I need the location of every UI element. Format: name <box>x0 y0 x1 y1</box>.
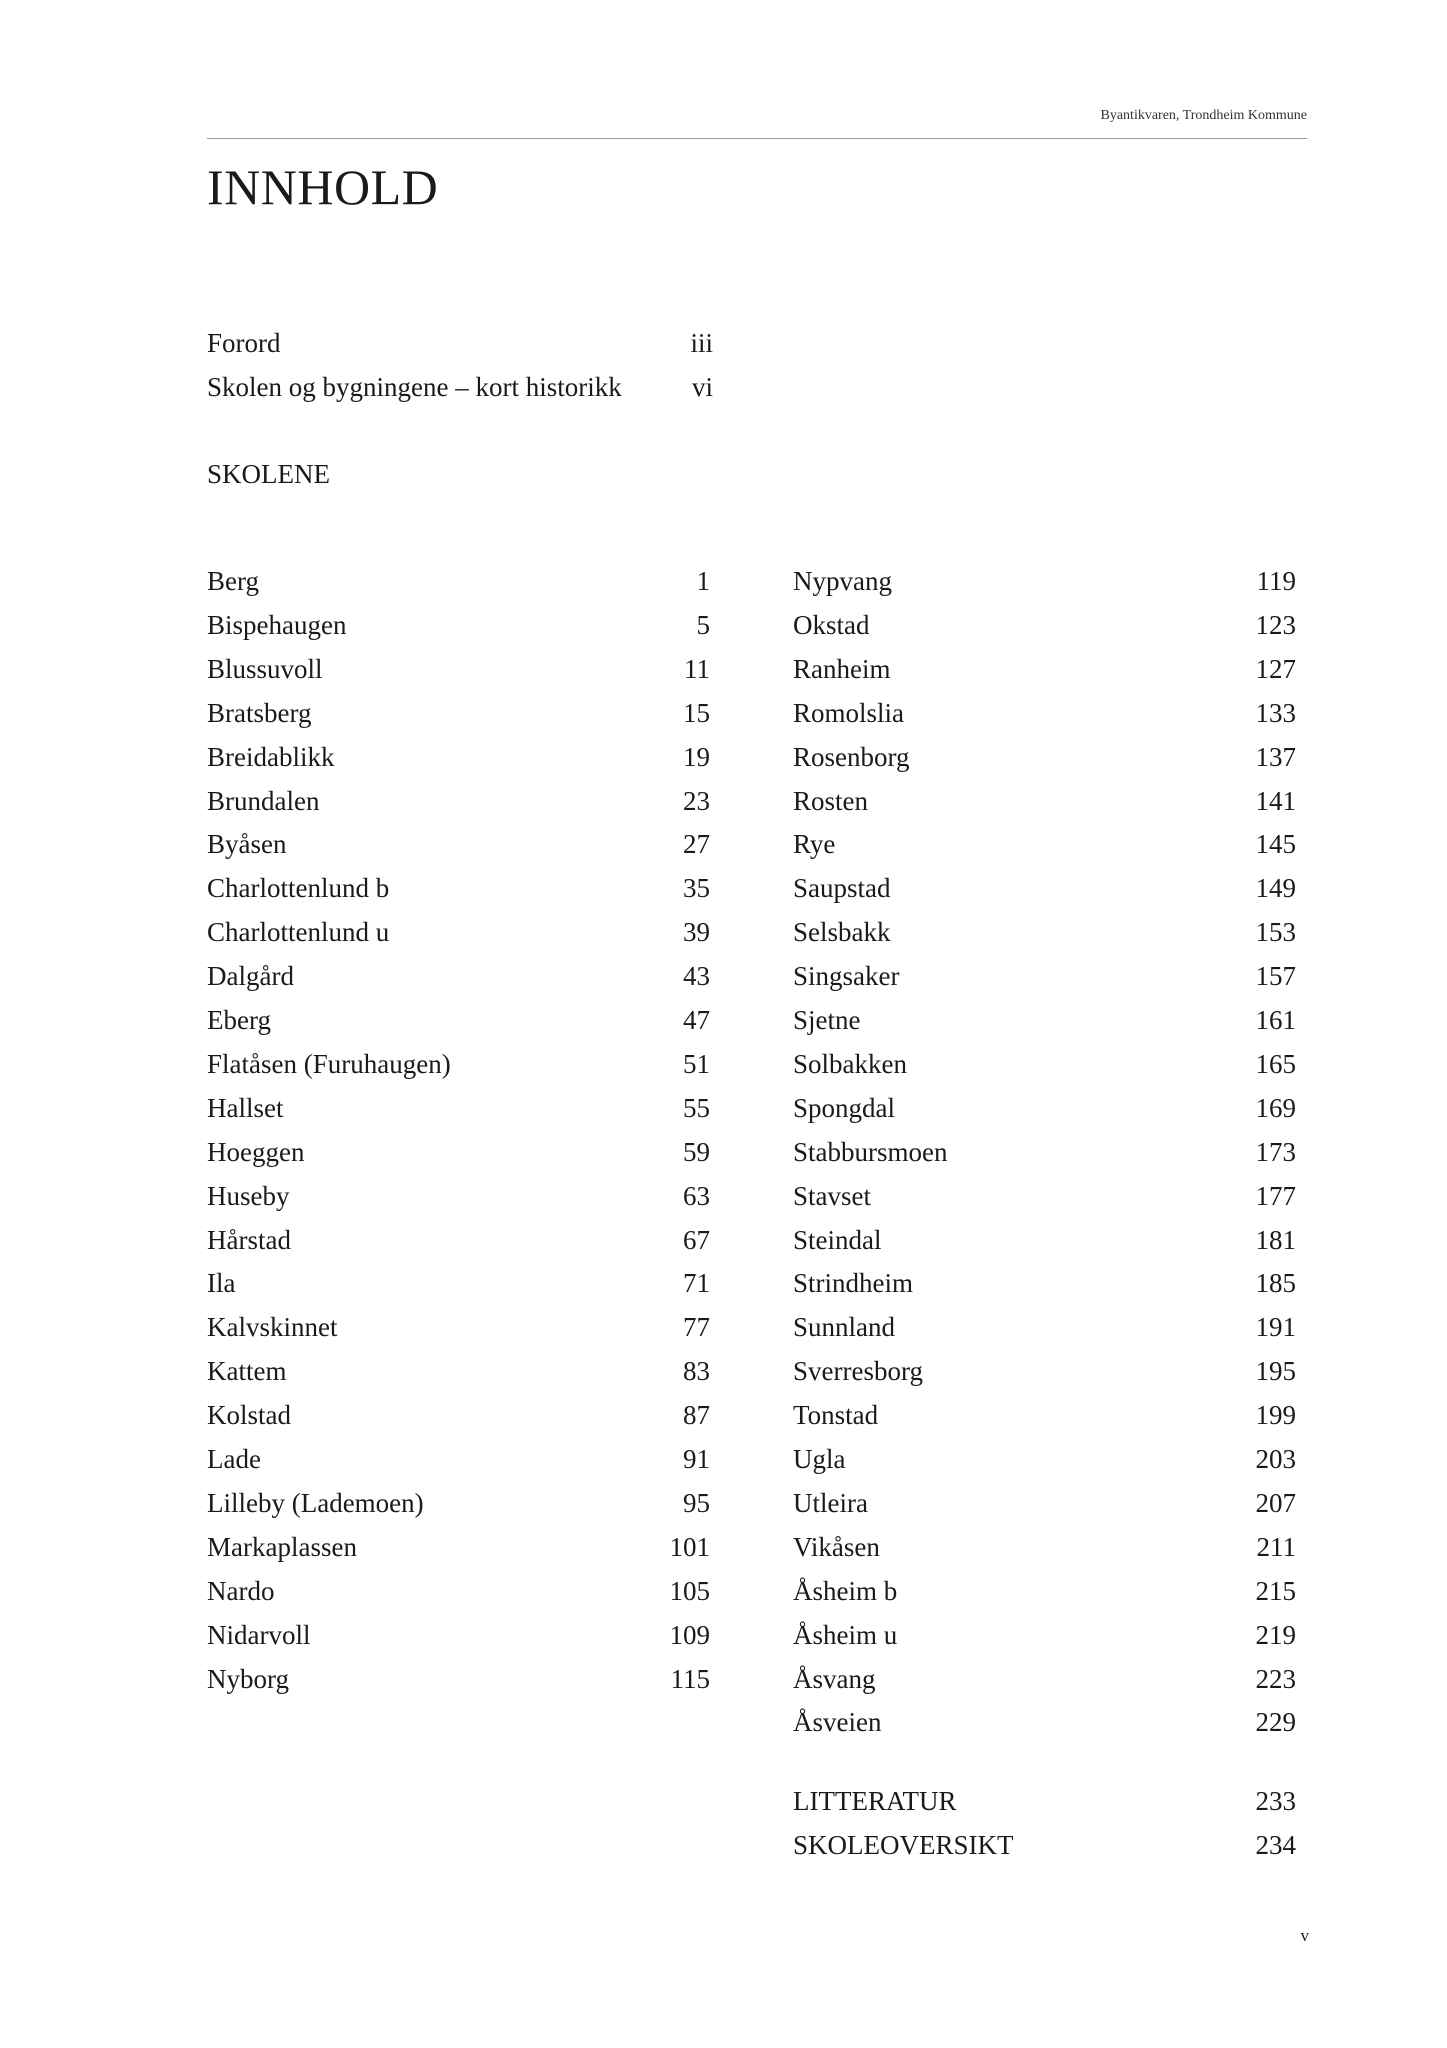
toc-entry[interactable] <box>207 1177 710 1215</box>
toc-entry-label: Åsvang <box>793 1663 876 1694</box>
toc-entry-label: Hallset <box>207 1092 284 1123</box>
toc-entry[interactable] <box>207 1440 710 1478</box>
toc-entry-label: Eberg <box>207 1005 271 1035</box>
toc-entry-page: 203 <box>1255 1444 1296 1474</box>
toc-entry[interactable] <box>793 1089 1296 1127</box>
header-rule <box>207 138 1307 139</box>
toc-entry-label: LITTERATUR <box>793 1786 957 1816</box>
toc-entry-label: Okstad <box>793 609 870 640</box>
toc-entry[interactable] <box>207 1660 710 1698</box>
toc-entry-page: 173 <box>1255 1136 1296 1167</box>
toc-entry[interactable] <box>207 1089 710 1127</box>
toc-entry-page: 157 <box>1255 961 1296 992</box>
toc-entry[interactable] <box>793 1660 1296 1698</box>
toc-entry[interactable] <box>793 1703 1296 1741</box>
toc-entry-label: Ranheim <box>793 653 891 684</box>
toc-entry-label: Huseby <box>207 1180 290 1211</box>
toc-entry[interactable] <box>207 562 710 600</box>
toc-entry-label: Brundalen <box>207 785 320 816</box>
toc-entry-page: 199 <box>1255 1400 1296 1431</box>
toc-entry-page: 219 <box>1255 1619 1296 1650</box>
toc-entry[interactable] <box>207 650 710 688</box>
toc-entry-page: 169 <box>1255 1092 1296 1123</box>
toc-entry[interactable] <box>793 1264 1296 1302</box>
toc-entry-page: 67 <box>683 1224 710 1255</box>
toc-entry[interactable] <box>793 1616 1296 1654</box>
toc-entry-label: Sunnland <box>793 1312 896 1343</box>
toc-entry-page: 137 <box>1255 741 1296 772</box>
toc-entry-page: 11 <box>684 653 710 684</box>
toc-entry-page: 83 <box>683 1356 710 1387</box>
toc-entry-page: 141 <box>1255 785 1296 816</box>
toc-entry-page: 1 <box>696 566 710 596</box>
toc-entry-label: Hårstad <box>207 1224 291 1255</box>
toc-entry[interactable] <box>207 1396 710 1434</box>
toc-entry-label: Lade <box>207 1444 261 1474</box>
toc-entry-page: 71 <box>683 1268 710 1299</box>
toc-entry-page: 215 <box>1255 1575 1296 1606</box>
toc-entry-page: 185 <box>1255 1268 1296 1299</box>
toc-entry[interactable] <box>207 1572 710 1610</box>
toc-entry[interactable] <box>207 869 710 907</box>
toc-entry[interactable] <box>793 869 1296 907</box>
toc-entry-label: Strindheim <box>793 1268 913 1299</box>
toc-entry-label: Kattem <box>207 1356 287 1387</box>
toc-entry-page: 35 <box>683 873 710 904</box>
toc-entry-page: 109 <box>669 1619 710 1650</box>
toc-entry-label: Ila <box>207 1268 236 1299</box>
toc-entry-page: 211 <box>1256 1531 1296 1562</box>
toc-entry[interactable] <box>793 1826 1296 1864</box>
toc-entry[interactable] <box>207 1308 710 1346</box>
toc-entry[interactable] <box>793 738 1296 776</box>
toc-entry[interactable] <box>793 1001 1296 1039</box>
toc-entry[interactable] <box>207 694 710 732</box>
toc-entry-page: 63 <box>683 1180 710 1211</box>
toc-entry-label: Åsheim b <box>793 1575 898 1606</box>
toc-entry-page: 95 <box>683 1487 710 1518</box>
toc-entry-page: 15 <box>683 697 710 728</box>
toc-entry-page: 91 <box>683 1444 710 1474</box>
toc-entry-label: Hoeggen <box>207 1136 305 1167</box>
toc-entry-page: 19 <box>683 741 710 772</box>
toc-entry[interactable] <box>793 1133 1296 1171</box>
toc-entry-label: Singsaker <box>793 961 900 992</box>
toc-entry-page: 161 <box>1255 1005 1296 1035</box>
toc-entry-page: 119 <box>1256 566 1296 596</box>
toc-entry[interactable] <box>207 782 710 820</box>
toc-entry[interactable] <box>793 1396 1296 1434</box>
toc-entry-label: Sjetne <box>793 1005 861 1035</box>
toc-entry-page: 165 <box>1255 1048 1296 1079</box>
toc-entry[interactable] <box>793 825 1296 863</box>
toc-entry-page: 77 <box>683 1312 710 1343</box>
toc-entry-label: Markaplassen <box>207 1531 357 1562</box>
toc-entry-label: Rosten <box>793 785 869 816</box>
toc-entry-label: Stavset <box>793 1180 871 1211</box>
toc-entry[interactable] <box>207 1616 710 1654</box>
toc-entry-page: 23 <box>683 785 710 816</box>
toc-entry-page: 153 <box>1255 917 1296 948</box>
toc-entry[interactable] <box>207 1221 710 1259</box>
toc-entry[interactable] <box>793 694 1296 732</box>
toc-entry-page: 123 <box>1255 609 1296 640</box>
toc-entry[interactable] <box>793 562 1296 600</box>
toc-entry-page: 59 <box>683 1136 710 1167</box>
toc-entry[interactable] <box>793 957 1296 995</box>
toc-entry-label: Nyborg <box>207 1663 290 1694</box>
toc-entry-page: 177 <box>1255 1180 1296 1211</box>
toc-entry-label: Nypvang <box>793 566 892 596</box>
toc-entry-label: Saupstad <box>793 873 891 904</box>
toc-entry-page: 47 <box>683 1005 710 1035</box>
toc-entry-page: 207 <box>1255 1487 1296 1518</box>
toc-entry[interactable] <box>793 1484 1296 1522</box>
toc-entry[interactable] <box>207 1264 710 1302</box>
toc-entry-page: 39 <box>683 917 710 948</box>
toc-entry-page: iii <box>690 328 713 358</box>
toc-entry-label: Rosenborg <box>793 741 910 772</box>
toc-entry-page: 233 <box>1255 1786 1296 1816</box>
toc-entry-label: Forord <box>207 328 281 358</box>
toc-entry[interactable] <box>207 913 710 951</box>
toc-entry[interactable] <box>207 1133 710 1171</box>
toc-entry[interactable] <box>793 913 1296 951</box>
toc-entry[interactable] <box>207 1528 710 1566</box>
toc-entry[interactable] <box>793 606 1296 644</box>
toc-entry-label: Breidablikk <box>207 741 335 772</box>
toc-entry-label: Byåsen <box>207 829 287 860</box>
toc-entry[interactable] <box>207 606 710 644</box>
toc-entry-label: Tonstad <box>793 1400 879 1431</box>
toc-entry-page: 133 <box>1255 697 1296 728</box>
toc-entry-label: Nardo <box>207 1575 275 1606</box>
toc-entry-page: 195 <box>1255 1356 1296 1387</box>
toc-entry-label: Stabbursmoen <box>793 1136 948 1167</box>
toc-entry-page: 181 <box>1255 1224 1296 1255</box>
toc-entry-page: 105 <box>669 1575 710 1606</box>
page-title: INNHOLD <box>207 159 439 215</box>
toc-entry[interactable] <box>793 1221 1296 1259</box>
toc-entry-label: Spongdal <box>793 1092 896 1123</box>
toc-entry-label: Kalvskinnet <box>207 1312 338 1343</box>
toc-entry-page: 27 <box>683 829 710 860</box>
toc-entry[interactable] <box>207 1001 710 1039</box>
toc-entry-label: Utleira <box>793 1487 868 1518</box>
toc-entry-page: 191 <box>1255 1312 1296 1343</box>
toc-entry[interactable] <box>207 738 710 776</box>
toc-entry[interactable] <box>207 1045 710 1083</box>
toc-entry-page: 229 <box>1255 1707 1296 1738</box>
toc-entry[interactable] <box>207 1484 710 1522</box>
toc-entry-label: Steindal <box>793 1224 882 1255</box>
toc-entry-label: Blussuvoll <box>207 653 323 684</box>
toc-entry[interactable] <box>207 1352 710 1390</box>
toc-entry-page: 87 <box>683 1400 710 1431</box>
toc-entry-label: Kolstad <box>207 1400 291 1431</box>
toc-entry-page: 5 <box>696 609 710 640</box>
toc-entry-page: 145 <box>1255 829 1296 860</box>
toc-entry-page: vi <box>691 372 713 402</box>
toc-entry[interactable] <box>793 782 1296 820</box>
toc-entry-label: Bratsberg <box>207 697 312 728</box>
toc-entry-label: Åsheim u <box>793 1619 898 1650</box>
toc-entry[interactable] <box>793 1308 1296 1346</box>
toc-entry-label: Vikåsen <box>793 1531 880 1562</box>
toc-entry-page: 101 <box>669 1531 710 1562</box>
toc-entry[interactable] <box>793 1528 1296 1566</box>
toc-entry[interactable] <box>207 825 710 863</box>
toc-entry[interactable] <box>793 1572 1296 1610</box>
toc-entry-label: Sverresborg <box>793 1356 923 1387</box>
toc-entry-forord[interactable] <box>207 324 713 362</box>
toc-entry[interactable] <box>793 1177 1296 1215</box>
toc-entry-page: 55 <box>683 1092 710 1123</box>
toc-entry-page: 127 <box>1255 653 1296 684</box>
toc-entry[interactable] <box>793 650 1296 688</box>
toc-entry-label: Charlottenlund b <box>207 873 390 904</box>
toc-entry-label: Bispehaugen <box>207 609 347 640</box>
toc-entry-label: Flatåsen (Furuhaugen) <box>207 1048 451 1079</box>
toc-entry[interactable] <box>793 1782 1296 1820</box>
running-header: Byantikvaren, Trondheim Kommune <box>1100 108 1307 123</box>
toc-entry-label: Dalgård <box>207 961 294 992</box>
toc-entry[interactable] <box>207 957 710 995</box>
section-heading-skolene: SKOLENE <box>207 459 330 489</box>
toc-entry-label: Rye <box>793 829 836 860</box>
toc-entry[interactable] <box>793 1352 1296 1390</box>
toc-entry-label: SKOLEOVERSIKT <box>793 1829 1014 1860</box>
toc-entry-page: 234 <box>1255 1829 1296 1860</box>
toc-entry[interactable] <box>793 1440 1296 1478</box>
toc-entry-page: 43 <box>683 961 710 992</box>
page-number: v <box>1300 1926 1309 1945</box>
toc-entry-label: Lilleby (Lademoen) <box>207 1487 424 1518</box>
toc-entry-label: Solbakken <box>793 1048 907 1079</box>
toc-entry-label: Berg <box>207 566 259 596</box>
toc-entry-page: 51 <box>683 1048 710 1079</box>
toc-entry-label: Ugla <box>793 1444 846 1474</box>
toc-entry-page: 149 <box>1255 873 1296 904</box>
toc-entry-label: Nidarvoll <box>207 1619 311 1650</box>
toc-entry[interactable] <box>793 1045 1296 1083</box>
toc-entry-label: Selsbakk <box>793 917 891 948</box>
toc-entry-page: 223 <box>1255 1663 1296 1694</box>
toc-entry-historikk[interactable] <box>207 368 713 406</box>
toc-entry-label: Romolslia <box>793 697 905 728</box>
toc-entry-label: Åsveien <box>793 1707 882 1738</box>
toc-entry-page: 115 <box>670 1663 710 1694</box>
toc-entry-label: Skolen og bygningene – kort historikk <box>207 372 622 402</box>
toc-entry-label: Charlottenlund u <box>207 917 390 948</box>
